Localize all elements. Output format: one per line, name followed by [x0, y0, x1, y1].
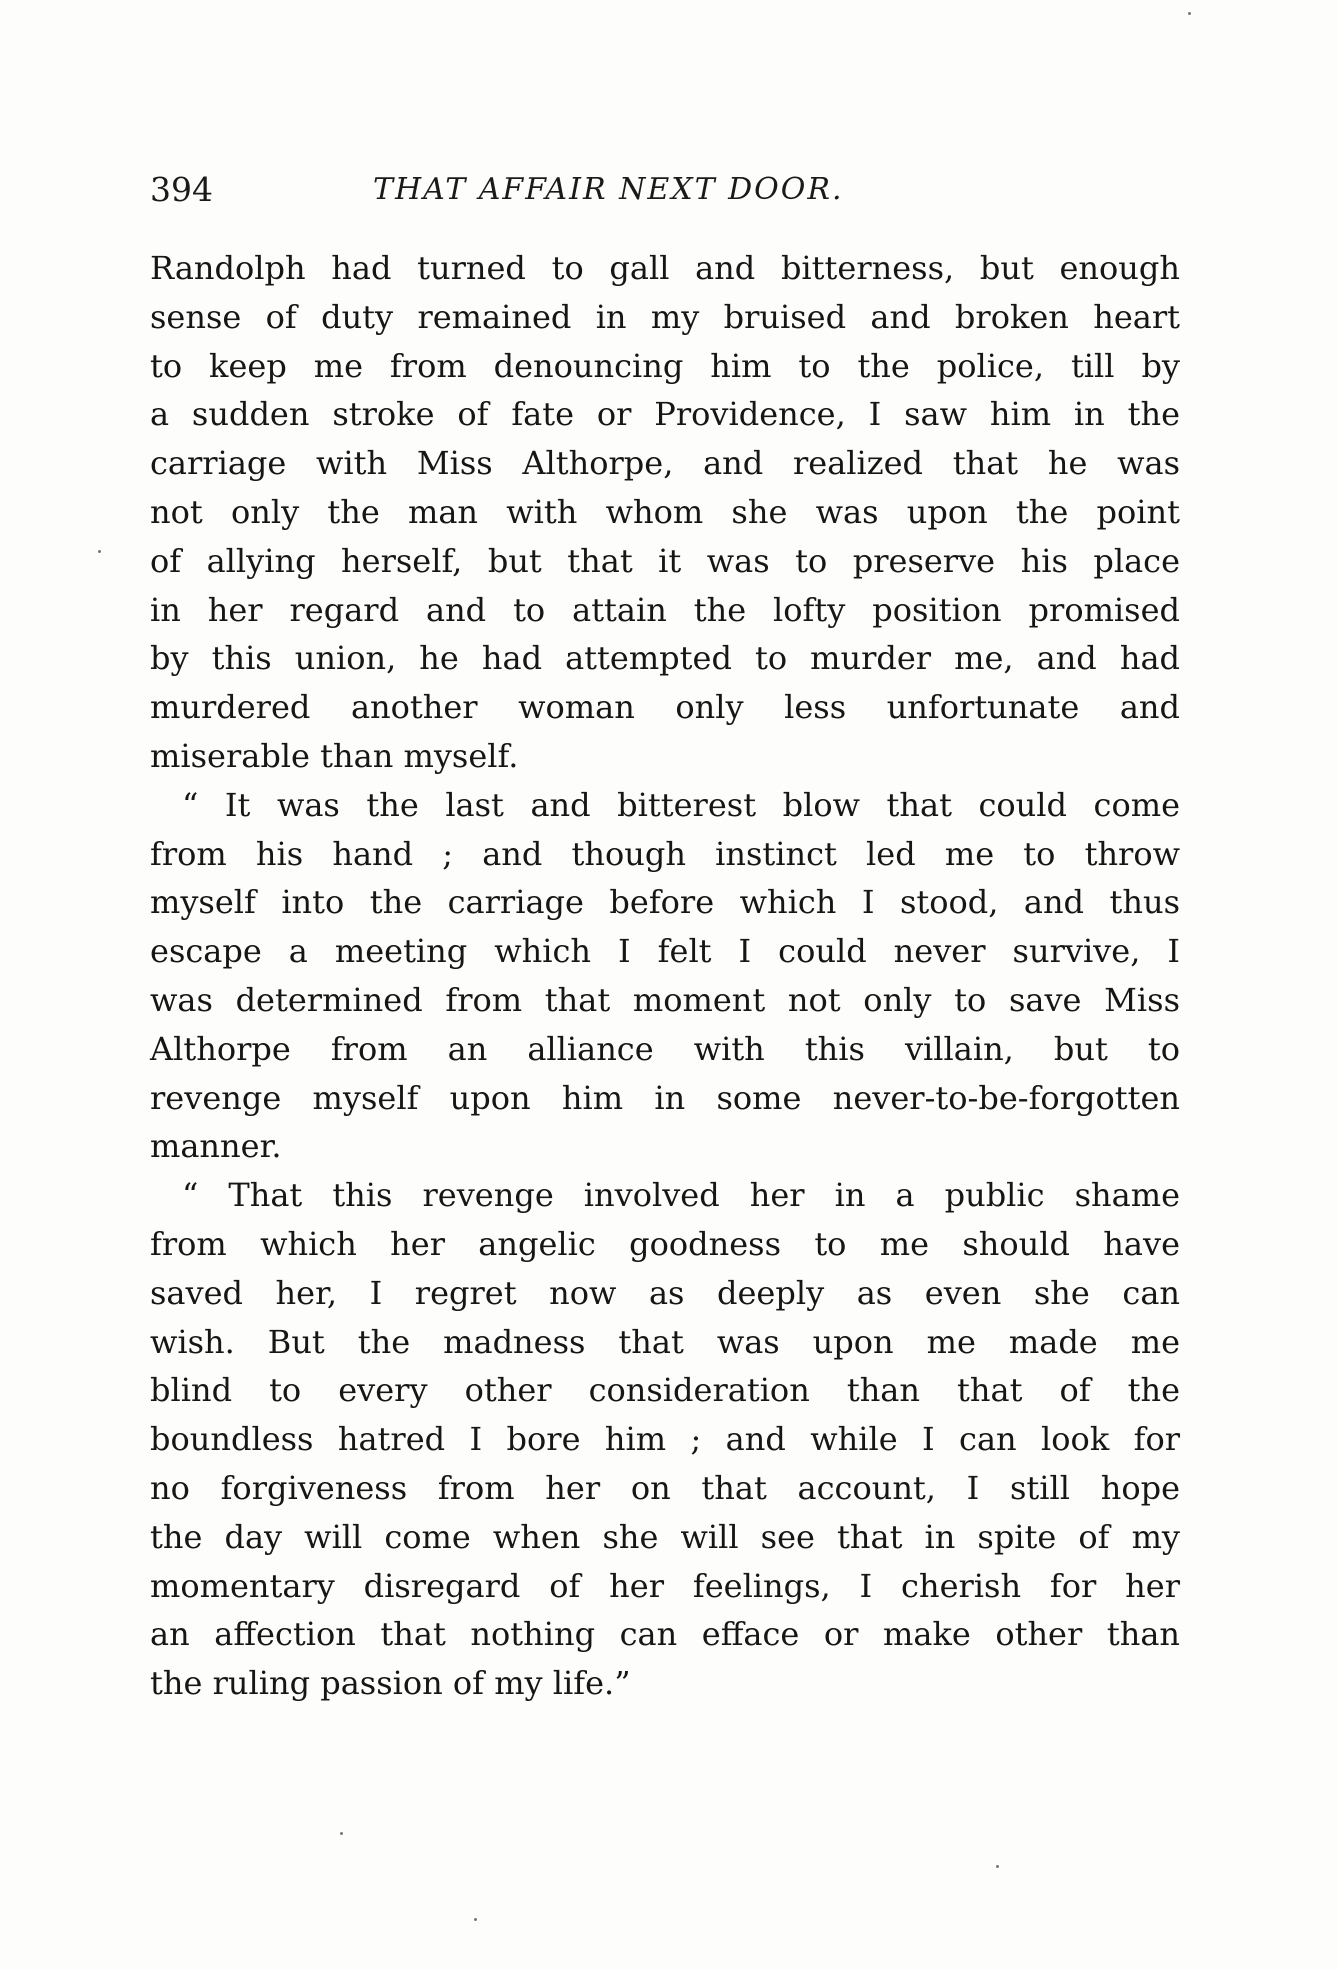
text-line: from which her angelic goodness to me should have [150, 1224, 1180, 1263]
text-line: “ It was the last and bitterest blow that could come [182, 785, 1180, 824]
text-line: Althorpe from an alliance with this villain, but to [150, 1029, 1180, 1068]
text-line: the ruling passion of my life.” [150, 1664, 631, 1703]
scan-speck [98, 550, 101, 553]
scan-speck [996, 1865, 999, 1868]
text-line: Randolph had turned to gall and bitterness, but enough [150, 249, 1180, 287]
text-line: sense of duty remained in my bruised and broken heart [150, 297, 1180, 336]
text-line: by this union, he had attempted to murder me, and had [150, 639, 1180, 678]
scan-speck [474, 1918, 477, 1921]
text-line: momentary disregard of her feelings, I cherish for her [150, 1566, 1180, 1605]
text-line: blind to every other consideration than that of the [150, 1371, 1180, 1410]
text-line: an affection that nothing can efface or make other than [150, 1615, 1180, 1654]
text-line: boundless hatred I bore him ; and while I can look for [150, 1420, 1180, 1459]
page-number: 394 [150, 170, 213, 209]
scan-speck [340, 1832, 343, 1835]
running-head [150, 166, 1180, 214]
text-line: a sudden stroke of fate or Providence, I saw him in the [150, 395, 1180, 434]
text-line: to keep me from denouncing him to the police, till by [150, 346, 1180, 385]
text-line: manner. [150, 1127, 282, 1166]
scan-speck [1188, 12, 1191, 15]
text-line: escape a meeting which I felt I could never survive, I [150, 932, 1180, 971]
text-line: no forgiveness from her on that account, I still hope [150, 1468, 1180, 1507]
body-text [150, 244, 1180, 1708]
text-line: from his hand ; and though instinct led me to throw [150, 834, 1180, 873]
text-line: carriage with Miss Althorpe, and realized that he was [150, 444, 1180, 483]
paragraph [150, 781, 1180, 1171]
text-line: miserable than myself. [150, 736, 519, 775]
text-line: saved her, I regret now as deeply as even she can [150, 1273, 1180, 1312]
text-line: the day will come when she will see that in spite of my [150, 1517, 1180, 1556]
text-line: in her regard and to attain the lofty position promised [150, 590, 1180, 629]
running-title: THAT AFFAIR NEXT DOOR. [373, 172, 844, 207]
paragraph [150, 244, 1180, 781]
paragraph [150, 1171, 1180, 1708]
text-line: of allying herself, but that it was to preserve his place [150, 541, 1180, 580]
text-line: not only the man with whom she was upon the point [150, 492, 1180, 531]
text-line: revenge myself upon him in some never-to-be-forgotten [150, 1078, 1180, 1117]
text-line: murdered another woman only less unfortunate and [150, 688, 1180, 727]
text-line: “ That this revenge involved her in a public shame [182, 1176, 1180, 1215]
text-line: was determined from that moment not only to save Miss [150, 980, 1180, 1019]
text-line: wish. But the madness that was upon me made me [150, 1322, 1180, 1361]
text-line: myself into the carriage before which I stood, and thus [150, 883, 1180, 922]
